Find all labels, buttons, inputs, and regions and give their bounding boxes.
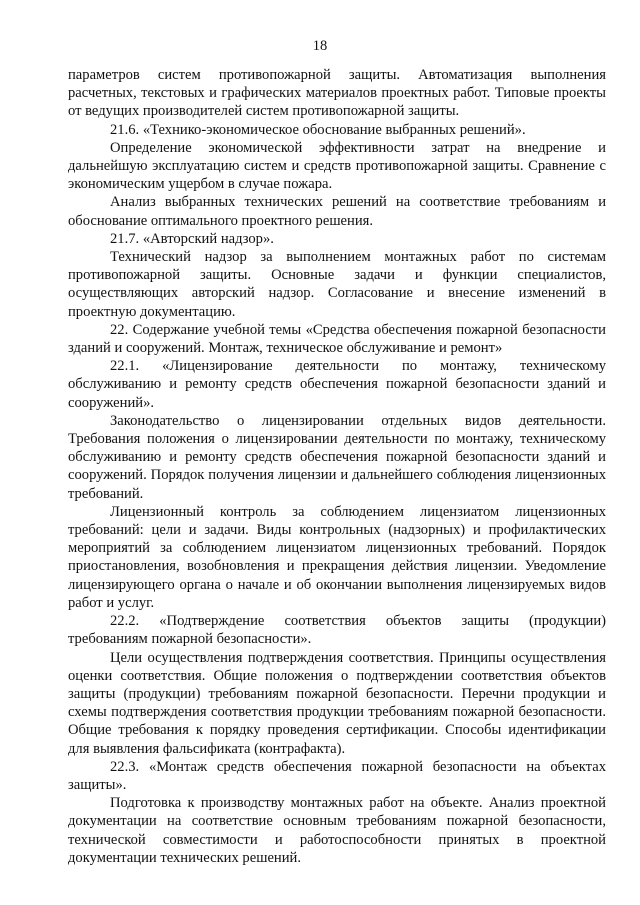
document-body <box>68 66 606 867</box>
paragraph: Лицензионный контроль за соблюдением лицензиатом лицензионных требований: цели и задачи. Виды контрольных (надзорных) и профилактических мероприятий за соблюдением лицензиатом лицензионных требований. Порядок приостановления, возобновления и прекращения действия лицензии. Уведомление лицензирующего органа о начале и об окончании выполнения лицензируемых видов работ и услуг. <box>68 503 606 611</box>
paragraph-continuation: параметров систем противопожарной защиты. Автоматизация выполнения расчетных, текстовых и графических материалов проектных работ. Типовые проекты от ведущих производителей систем противопожарной защиты. <box>68 67 606 120</box>
paragraph: Подготовка к производству монтажных работ на объекте. Анализ проектной документации на соответствие основным требованиям пожарной безопасности, технической совместимости и работоспособности принятых в проектной документации технических решений. <box>68 795 606 866</box>
paragraph: Цели осуществления подтверждения соответствия. Принципы осуществления оценки соответствия. Общие положения о подтверждении соответствия объектов защиты (продукции) требованиям пожарной безопасности. Перечни продукции и схемы подтверждения соответствия продукции требованиям пожарной безопасности. Общие требования к порядку проведения сертификации. Способы идентификации для выявления фальсификата (контрафакта). <box>68 649 606 757</box>
section-heading-21-7: 21.7. «Авторский надзор». <box>110 230 274 247</box>
paragraph: Анализ выбранных технических решений на соответствие требованиям и обоснование оптимального проектного решения. <box>68 194 606 229</box>
section-heading-21-6: 21.6. «Технико-экономическое обоснование выбранных решений». <box>110 121 526 138</box>
section-heading-22-1: 22.1. «Лицензирование деятельности по монтажу, техническому обслуживанию и ремонту средств обеспечения пожарной безопасности зданий и сооружений». <box>68 358 606 411</box>
paragraph: Технический надзор за выполнением монтажных работ по системам противопожарной защиты. Основные задачи и функции специалистов, осуществляющих авторский надзор. Согласование и внесение изменений в проектную документацию. <box>68 249 606 320</box>
page-number: 18 <box>312 38 328 54</box>
section-heading-22: 22. Содержание учебной темы «Средства обеспечения пожарной безопасности зданий и сооружений. Монтаж, техническое обслуживание и ремонт» <box>68 321 606 357</box>
section-heading-22-2: 22.2. «Подтверждение соответствия объектов защиты (продукции) требованиям пожарной безопасности». <box>68 613 606 648</box>
paragraph: Определение экономической эффективности затрат на внедрение и дальнейшую эксплуатацию систем и средств противопожарной защиты. Сравнение с экономическим ущербом в случае пожара. <box>68 139 606 193</box>
paragraph: Законодательство о лицензировании отдельных видов деятельности. Требования положения о лицензировании деятельности по монтажу, техническому обслуживанию и ремонту средств обеспечения пожарной безопасности зданий и сооружений. Порядок получения лицензии и дальнейшего соблюдения лицензионных требований. <box>68 412 606 502</box>
section-heading-22-3: 22.3. «Монтаж средств обеспечения пожарной безопасности на объектах защиты». <box>68 758 606 793</box>
